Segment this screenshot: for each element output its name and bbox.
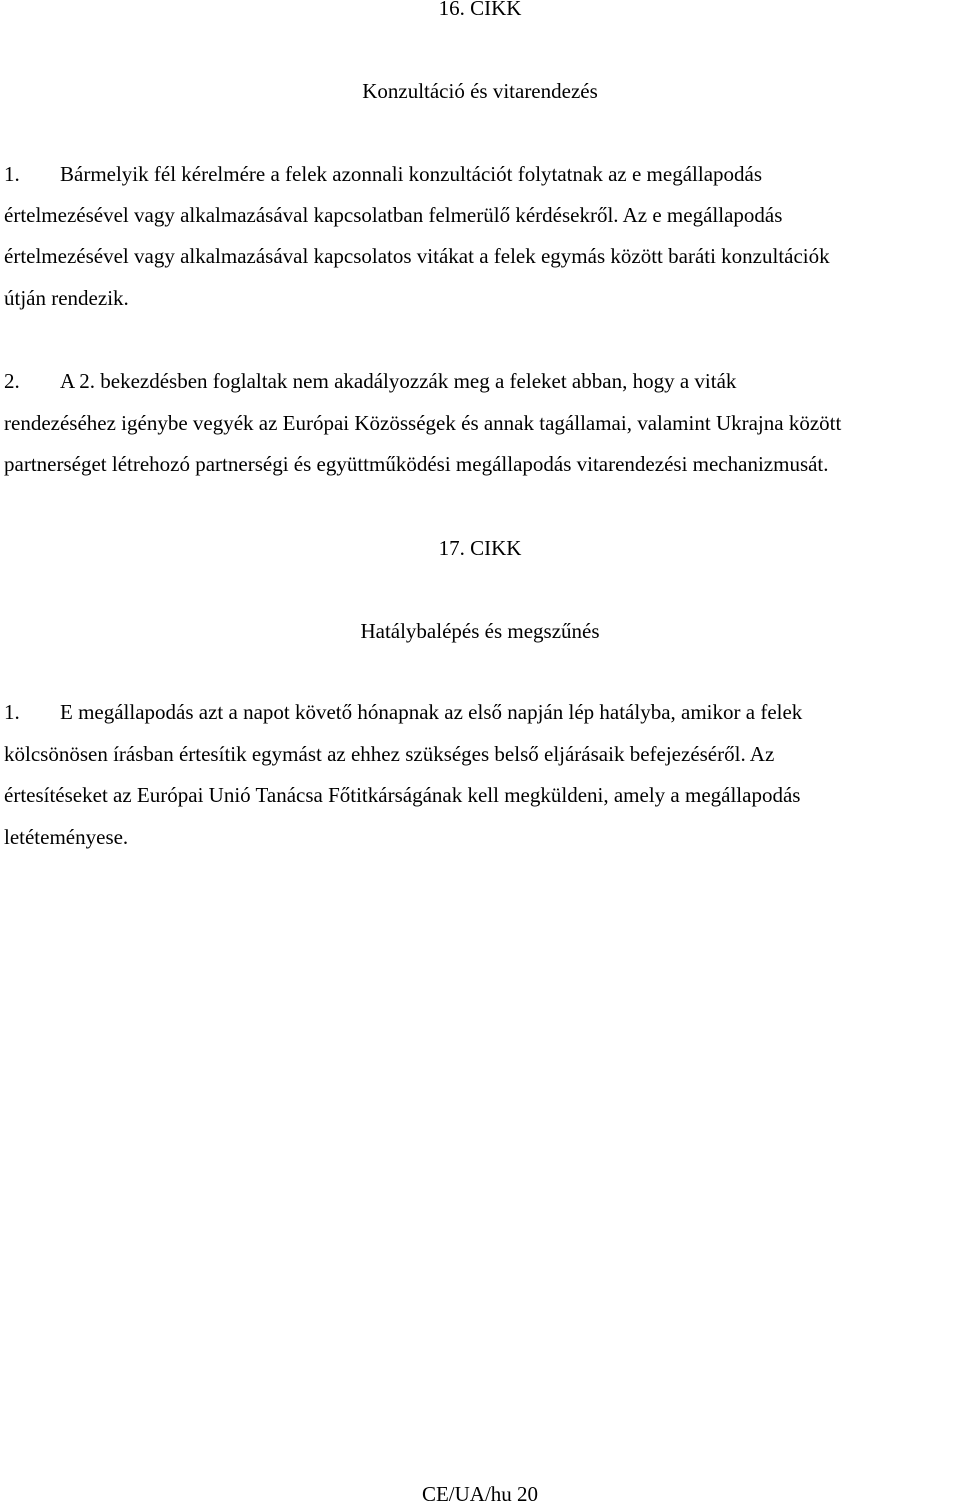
paragraph-line [4, 369, 736, 394]
paragraph-line: útján rendezik. [4, 286, 129, 310]
article-16-title: Konzultáció és vitarendezés [362, 79, 598, 103]
paragraph-line: letéteményese. [4, 825, 129, 849]
paragraph-line: értelmezésével vagy alkalmazásával kapcsolatos vitákat a felek egymás között baráti konzultációk [4, 244, 830, 268]
paragraph-text: E megállapodás azt a napot követő hónapnak az első napján lép hatályba, amikor a felek [60, 700, 803, 724]
paragraph-line [4, 700, 802, 725]
article-17-title: Hatálybalépés és megszűnés [360, 619, 600, 643]
paragraph-line [4, 162, 762, 187]
paragraph-line: értelmezésével vagy alkalmazásával kapcsolatban felmerülő kérdésekről. Az e megállapodás [4, 203, 783, 227]
paragraph-number: 2. [4, 369, 20, 393]
paragraph-line: rendezéséhez igénybe vegyék az Európai Közösségek és annak tagállamai, valamint Ukrajna között [4, 411, 842, 435]
paragraph-line: kölcsönösen írásban értesítik egymást az ehhez szükséges belső eljárásaik befejezéséről. Az [4, 742, 775, 766]
paragraph-line: partnerséget létrehozó partnerségi és együttműködési megállapodás vitarendezési mechanizmusát. [4, 452, 829, 476]
paragraph-text: A 2. bekezdésben foglaltak nem akadályozzák meg a feleket abban, hogy a viták [60, 369, 737, 393]
article-16-heading: 16. CIKK [438, 0, 522, 20]
paragraph-line: értesítéseket az Európai Unió Tanácsa Főtitkárságának kell megküldeni, amely a megállapodás [4, 783, 801, 807]
paragraph-number: 1. [4, 162, 20, 186]
article-17-heading: 17. CIKK [438, 536, 522, 560]
page-footer-reference: CE/UA/hu 20 [421, 1482, 539, 1506]
paragraph-text: Bármelyik fél kérelmére a felek azonnali konzultációt folytatnak az e megállapodás [60, 162, 763, 186]
paragraph-number: 1. [4, 700, 20, 724]
